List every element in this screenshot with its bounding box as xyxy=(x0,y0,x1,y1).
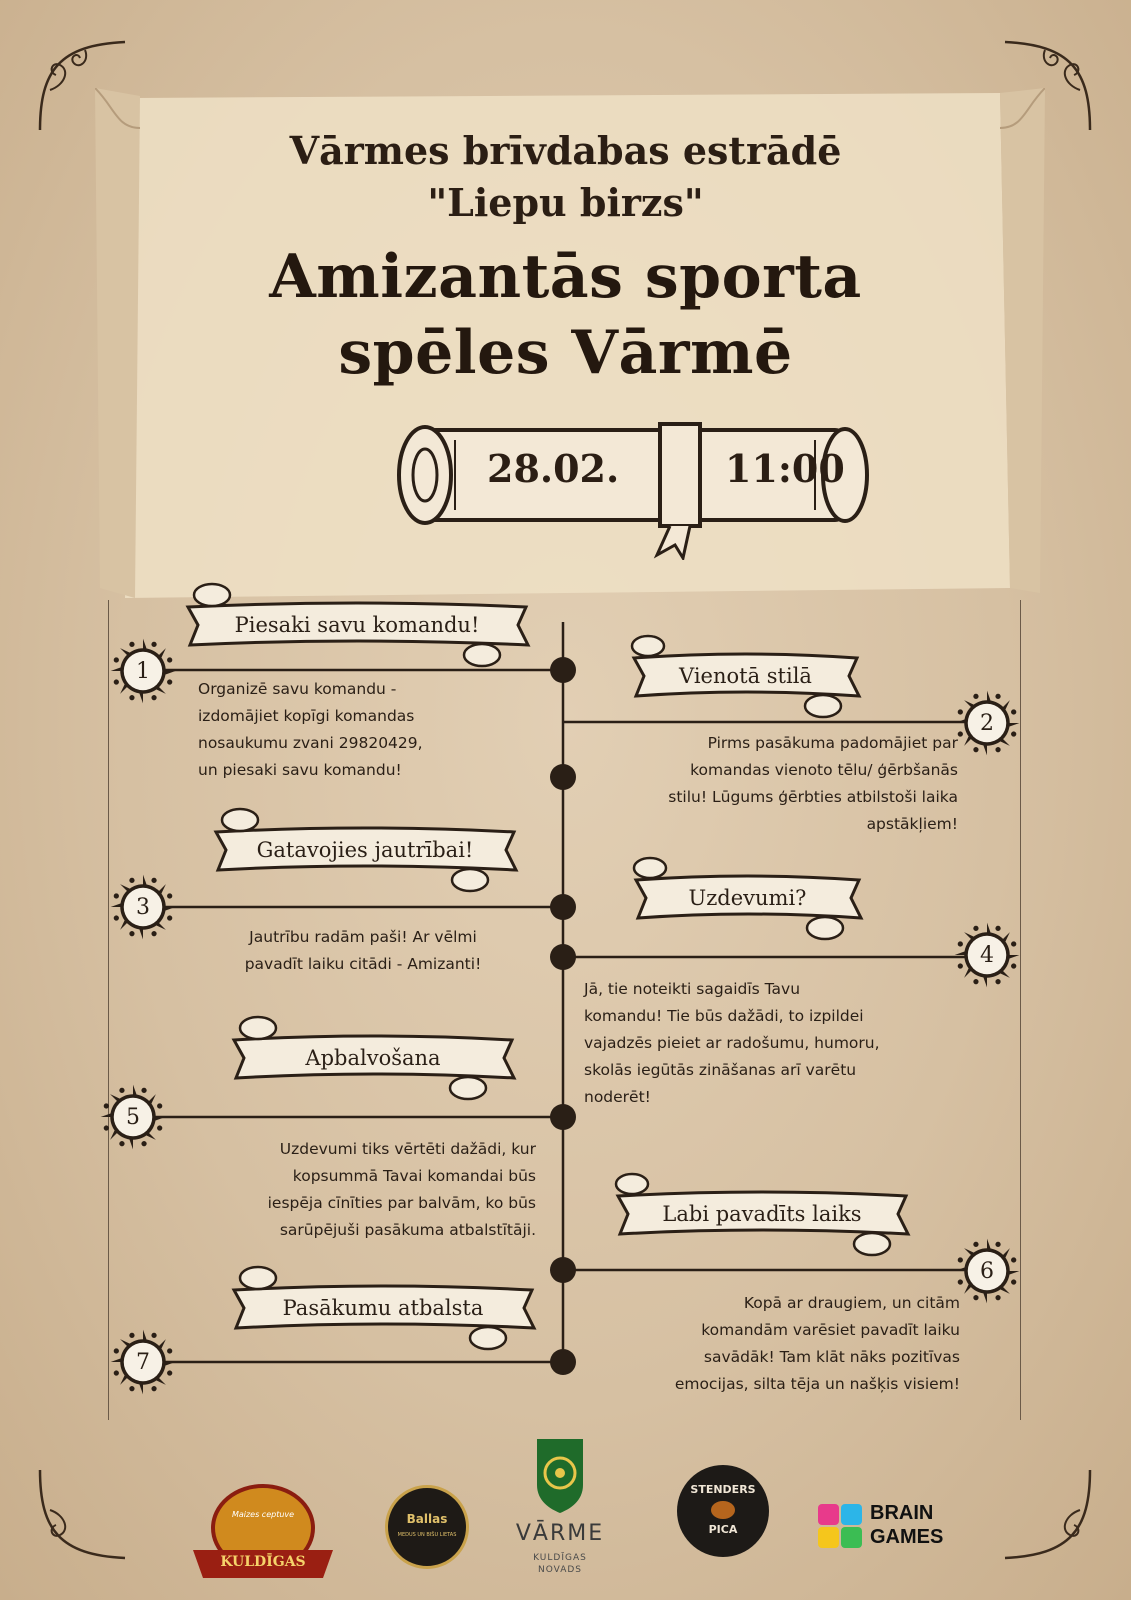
description-line: nosaukumu zvani 29820429, xyxy=(198,734,423,752)
step-title: Apbalvošana xyxy=(305,1046,441,1070)
description-line: emocijas, silta tēja un našķis visiem! xyxy=(674,1375,960,1393)
sponsor-ballas-logo xyxy=(385,1485,469,1569)
sponsor-varme-logo xyxy=(500,1435,620,1595)
sponsor-kuldigas-logo xyxy=(188,1480,338,1585)
step-3-badge xyxy=(108,872,178,942)
description-line: un piesaki savu komandu! xyxy=(198,761,402,779)
event-title-line-1: Amizantās sporta xyxy=(269,242,862,312)
timeline-dot xyxy=(550,1104,576,1130)
ballas-name: Ballas xyxy=(406,1512,448,1526)
sponsor-stenders-logo xyxy=(677,1465,769,1557)
step-title: Vienotā stilā xyxy=(679,664,812,688)
step-2-description xyxy=(598,730,958,838)
step-3-description xyxy=(198,924,528,978)
step-1-description xyxy=(198,676,528,784)
step-2-badge xyxy=(952,688,1022,758)
step-number: 1 xyxy=(136,658,150,684)
description-line: savādāk! Tam klāt nāks pozitīvas xyxy=(703,1348,960,1366)
step-2-ribbon xyxy=(628,648,863,704)
description-line: iespēja cīnīties par balvām, ko būs xyxy=(267,1194,536,1212)
step-6-ribbon xyxy=(612,1186,912,1242)
step-5-badge xyxy=(98,1082,168,1152)
timeline-dot xyxy=(550,764,576,790)
step-1-badge xyxy=(108,636,178,706)
description-line: sarūpējuši pasākuma atbalstītāji. xyxy=(279,1221,536,1239)
step-6-badge xyxy=(952,1236,1022,1306)
description-line: Kopā ar draugiem, un citām xyxy=(743,1294,960,1312)
step-number: 7 xyxy=(136,1349,150,1375)
step-5-description xyxy=(196,1136,536,1244)
description-line: komandām varēsiet pavadīt laiku xyxy=(701,1321,960,1339)
step-number: 3 xyxy=(136,894,150,920)
varme-name: VĀRME xyxy=(515,1521,605,1546)
timeline-dot xyxy=(550,1257,576,1283)
timeline-dot xyxy=(550,1349,576,1375)
step-4-ribbon xyxy=(630,870,865,926)
step-number: 6 xyxy=(980,1258,994,1284)
step-6-description xyxy=(600,1290,960,1398)
stenders-top-text: STENDERS xyxy=(690,1483,756,1496)
description-line: izdomājiet kopīgi komandas xyxy=(198,707,415,725)
description-line: pavadīt laiku citādi - Amizanti! xyxy=(244,955,482,973)
step-5-ribbon xyxy=(228,1030,518,1086)
description-line: apstākļiem! xyxy=(866,815,958,833)
description-line: komandu! Tie būs dažādi, to izpildei xyxy=(584,1007,864,1025)
description-line: skolās iegūtās zināšanas arī varētu xyxy=(584,1061,857,1079)
venue-line-1: Vārmes brīvdabas estrādē xyxy=(289,128,842,173)
step-3-ribbon xyxy=(210,822,520,878)
step-title: Uzdevumi? xyxy=(688,886,807,910)
step-7-badge xyxy=(108,1327,178,1397)
step-title: Pasākumu atbalsta xyxy=(282,1296,484,1320)
step-title: Piesaki savu komandu! xyxy=(234,613,480,637)
description-line: Jā, tie noteikti sagaidīs Tavu xyxy=(584,980,801,998)
kuldigas-arc-text: Maizes ceptuve xyxy=(231,1510,295,1519)
description-line: komandas vienoto tēlu/ ģērbšanās xyxy=(690,761,958,779)
description-line: Pirms pasākuma padomājiet par xyxy=(707,734,958,752)
description-line: kopsummā Tavai komandai būs xyxy=(292,1167,536,1185)
description-line: Uzdevumi tiks vērtēti dažādi, kur xyxy=(279,1140,536,1158)
description-line: stilu! Lūgums ģērbties atbilstoši laika xyxy=(668,788,958,806)
kuldigas-name: KULDĪGAS xyxy=(220,1554,306,1570)
timeline-dot xyxy=(550,657,576,683)
description-line: Jautrību radām paši! Ar vēlmi xyxy=(249,928,477,946)
step-number: 5 xyxy=(126,1104,140,1130)
sponsor-brain-games-logo xyxy=(818,1500,978,1552)
timeline-dot xyxy=(550,944,576,970)
step-4-badge xyxy=(952,920,1022,990)
step-title: Labi pavadīts laiks xyxy=(662,1202,862,1226)
brain-games-line-1: BRAIN xyxy=(870,1502,934,1524)
step-number: 2 xyxy=(980,710,994,736)
varme-subtitle-1: KULDĪGAS xyxy=(533,1553,587,1563)
stenders-bottom-text: PICA xyxy=(708,1523,738,1536)
pizza-icon xyxy=(711,1501,735,1519)
step-title: Gatavojies jautrībai! xyxy=(256,838,474,862)
step-4-description xyxy=(584,976,964,1111)
brain-games-line-2: GAMES xyxy=(870,1526,944,1548)
ballas-subtitle: MEDUS UN BIŠU LIETAS xyxy=(397,1532,457,1538)
event-time: 11:00 xyxy=(725,446,845,491)
description-line: noderēt! xyxy=(584,1088,651,1106)
description-line: Organizē savu komandu - xyxy=(198,680,397,698)
step-1-ribbon xyxy=(182,597,532,653)
description-line: vajadzēs pieiet ar radošumu, humoru, xyxy=(584,1034,880,1052)
event-date: 28.02. xyxy=(487,446,620,491)
step-number: 4 xyxy=(980,942,994,968)
timeline-dot xyxy=(550,894,576,920)
varme-subtitle-2: NOVADS xyxy=(537,1565,583,1575)
step-7-ribbon xyxy=(228,1280,538,1336)
event-title-line-2: spēles Vārmē xyxy=(338,318,793,388)
brain-games-icon xyxy=(818,1504,862,1548)
venue-line-2: "Liepu birzs" xyxy=(427,180,704,225)
